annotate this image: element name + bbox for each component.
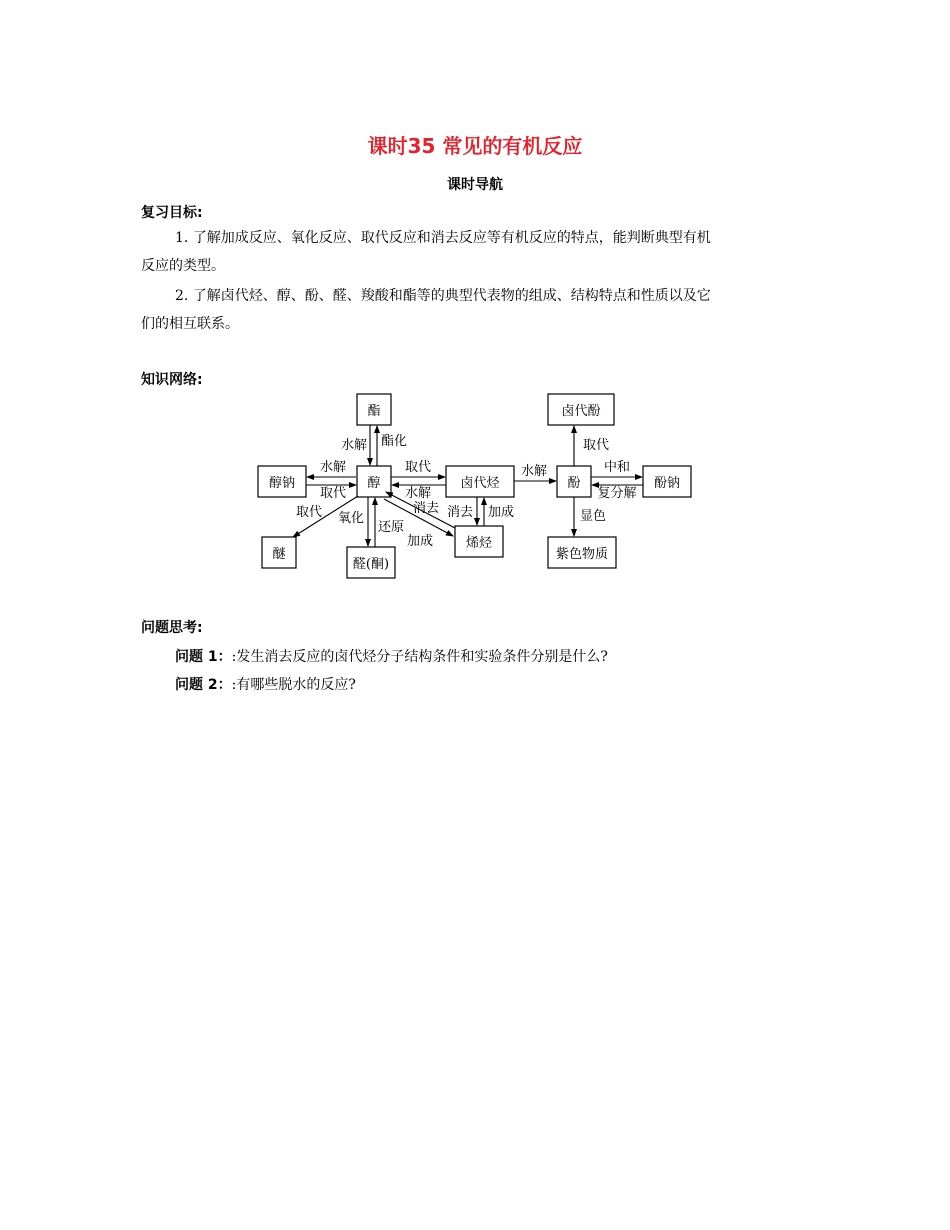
edge-shuijie3: 水解 [404,486,432,501]
edge-jiacheng2: 加成 [488,505,515,520]
node-chun: 醇 [367,476,381,491]
edge-qudai3: 取代 [296,505,323,520]
edge-qudai4: 取代 [583,438,610,453]
edge-xianse: 显色 [580,509,607,524]
edge-shuijie4: 水解 [520,464,548,479]
node-chunna: 醇钠 [268,476,296,491]
section-subtitle: 课时导航 [447,177,503,193]
edge-xiaoqu1: 消去 [412,501,440,516]
network-heading: 知识网络: [141,372,203,388]
edge-yanghua: 氧化 [337,511,364,526]
edge-jiacheng1: 加成 [406,534,434,549]
edge-shuijie1: 水解 [340,438,367,453]
review-item-1-text-cont: 反应的类型。 [141,258,225,274]
edge-qudai1: 取代 [319,486,347,501]
node-lvdaiting: 卤代烃 [460,476,500,491]
review-item-2-num: 2. [175,288,189,304]
edge-fufenjie: 复分解 [597,486,637,501]
page-title: 课时35 常见的有机反应 [367,134,583,158]
review-item-1-num: 1. [175,230,189,246]
knowledge-network-diagram [0,0,950,600]
question-1 [175,646,608,666]
node-zise: 紫色物质 [555,547,609,562]
question-1-text: :发生消去反应的卤代烃分子结构条件和实验条件分别是什么? [231,649,608,665]
node-xiting: 烯烃 [465,536,493,551]
question-2 [175,674,356,694]
node-fen: 酚 [567,476,581,491]
edge-huanyuan: 还原 [378,520,405,535]
node-mi: 醚 [272,547,286,562]
node-lvdaifen: 卤代酚 [561,404,601,419]
node-quan: 醛(酮) [352,557,390,572]
question-1-label: 问题 1： [175,649,232,665]
edge-shuijie2: 水解 [319,460,347,475]
question-2-label: 问题 2： [175,677,232,693]
review-heading: 复习目标: [141,205,203,221]
question-2-text: :有哪些脱水的反应? [231,677,356,693]
node-zhi: 酯 [367,404,381,419]
edge-zhonghe: 中和 [603,460,631,475]
review-item-2-text-cont: 们的相互联系。 [141,316,239,332]
edge-qudai2: 取代 [404,460,432,475]
review-item-1-text: 了解加成反应、氧化反应、取代反应和消去反应等有机反应的特点，能判断典型有机 [192,230,711,246]
questions-heading: 问题思考: [141,620,203,636]
review-item-2-text: 了解卤代烃、醇、酚、醛、羧酸和酯等的典型代表物的组成、结构特点和性质以及它 [192,288,711,304]
edge-zhihua: 酯化 [381,434,408,449]
node-fenna: 酚钠 [653,476,681,491]
edge-xiaoqu2: 消去 [446,505,473,520]
